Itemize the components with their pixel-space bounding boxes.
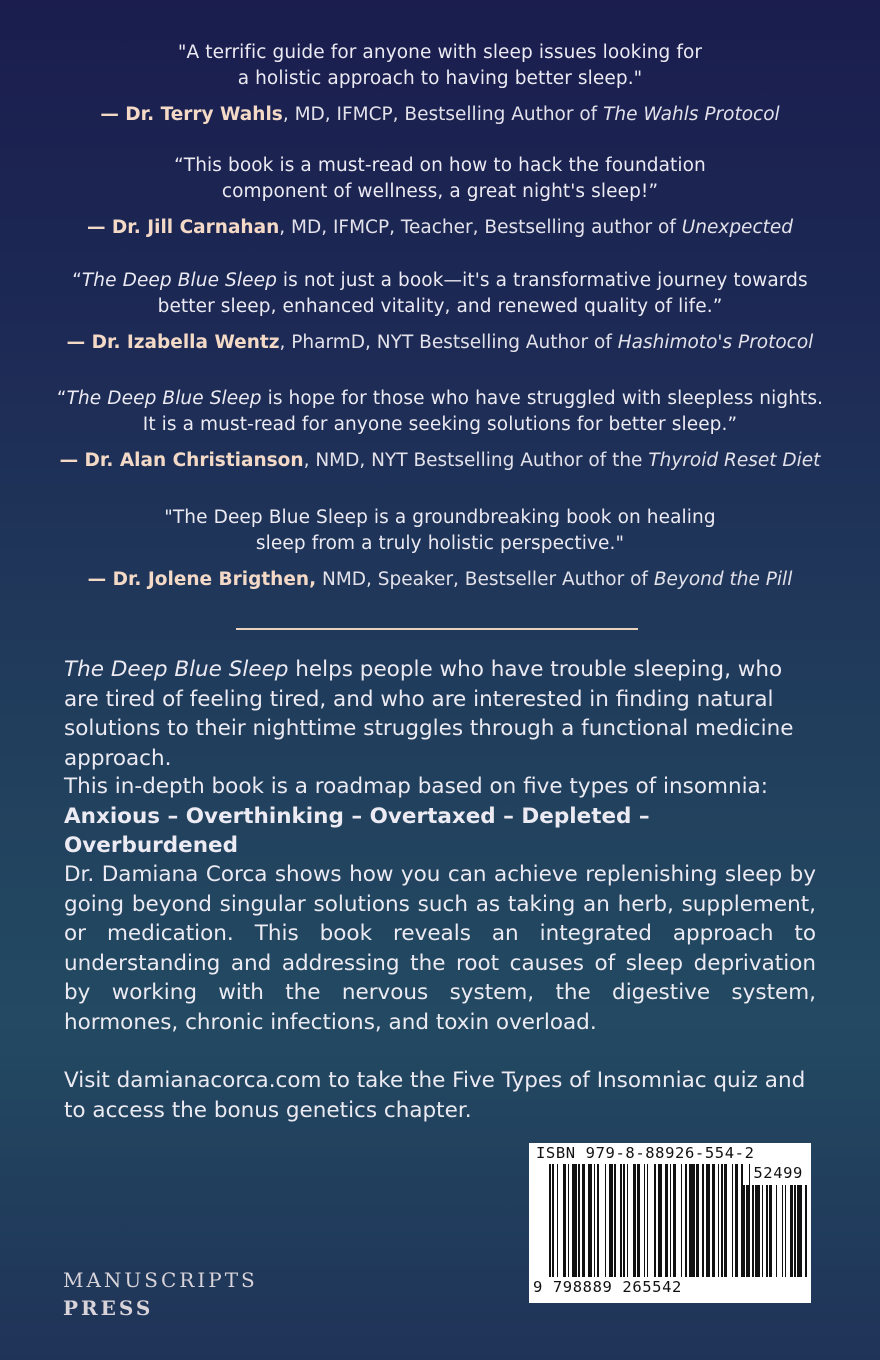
barcode-bar — [735, 1164, 738, 1277]
barcode-bar — [805, 1185, 807, 1277]
barcode-bar — [654, 1164, 656, 1277]
barcode-bar — [637, 1164, 640, 1277]
barcode-bar — [752, 1185, 754, 1277]
barcode-bar — [670, 1164, 672, 1277]
publisher-name-line1: MANUSCRIPTS — [63, 1268, 258, 1292]
testimonial-quote: "The Deep Blue Sleep is a groundbreaking book on healing sleep from a truly holistic perspective." — [164, 507, 716, 554]
barcode-bar — [689, 1164, 695, 1277]
testimonial-author: — Dr. Alan Christianson — [59, 450, 304, 471]
testimonial-5 — [0, 505, 880, 593]
testimonial-3 — [0, 268, 880, 356]
testimonial-book: Unexpected — [681, 217, 793, 238]
testimonial-book: Thyroid Reset Diet — [648, 450, 821, 471]
testimonial-attribution: — Dr. Izabella Wentz, PharmD, NYT Bestselling Author of Hashimoto's Protocol — [66, 332, 814, 353]
barcode-bar — [644, 1164, 646, 1277]
barcode-bar — [673, 1164, 676, 1277]
testimonial-attribution: — Dr. Terry Wahls, MD, IFMCP, Bestselling Author of The Wahls Protocol — [100, 104, 780, 125]
book-title: The Deep Blue Sleep — [64, 657, 289, 682]
barcode-bar — [620, 1164, 622, 1277]
barcode-bar — [582, 1164, 585, 1277]
barcode-bar — [790, 1185, 793, 1277]
testimonial-author: — Dr. Terry Wahls — [100, 104, 283, 125]
barcode-bar — [647, 1164, 649, 1277]
testimonial-book: The Wahls Protocol — [603, 104, 780, 125]
price-code: 52499 — [753, 1164, 803, 1182]
barcode-bar — [769, 1185, 772, 1277]
barcode-bar — [549, 1164, 551, 1277]
barcode-bar — [572, 1164, 577, 1277]
description-paragraph-1: The Deep Blue Sleep helps people who have trouble sleeping, who are tired of feeling tired, and who are interested in finding natural solutions to their nighttime struggles through a functional medicine approach. — [64, 657, 794, 771]
barcode-bar — [712, 1164, 715, 1277]
description-paragraph-2: This in-depth book is a roadmap based on five types of insomnia: Anxious – Overthinking – Overtaxed – Depleted – Overburdened — [64, 772, 816, 861]
barcode-bar — [718, 1164, 720, 1277]
barcode-bar — [732, 1164, 734, 1277]
barcode-bar — [685, 1164, 687, 1277]
barcode-bar — [721, 1164, 723, 1277]
section-divider — [236, 628, 638, 630]
barcode-bar — [563, 1164, 566, 1277]
barcode-bar — [776, 1185, 778, 1277]
barcode-bar — [552, 1164, 554, 1277]
barcode-bar — [633, 1164, 636, 1277]
barcode-bar — [794, 1185, 796, 1277]
barcode-bar — [696, 1164, 699, 1277]
barcode-bar — [785, 1185, 787, 1277]
testimonial-attribution: — Dr. Alan Christianson, NMD, NYT Bestselling Author of the Thyroid Reset Diet — [59, 450, 821, 471]
barcode-bar — [627, 1164, 629, 1277]
barcode-bar — [588, 1164, 593, 1277]
barcode-bar — [578, 1164, 580, 1277]
ean-number: 9 798889 265542 — [533, 1278, 682, 1296]
testimonial-attribution: — Dr. Jolene Brigthen, NMD, Speaker, Bestseller Author of Beyond the Pill — [87, 569, 793, 590]
testimonial-quote: “This book is a must-read on how to hack the foundation component of wellness, a great night's sleep!” — [174, 155, 706, 202]
barcode-bar — [597, 1164, 599, 1277]
testimonial-author: — Dr. Izabella Wentz — [66, 332, 280, 353]
description-paragraph-4: Visit damianacorca.com to take the Five Types of Insomniac quiz and to access the bonus genetics chapter. — [64, 1068, 806, 1123]
barcode-bar — [743, 1185, 745, 1277]
publisher-name-line2: PRESS — [63, 1296, 154, 1320]
barcode-bar — [605, 1164, 607, 1277]
testimonial-quote: “The Deep Blue Sleep is not just a book—it's a transformative journey towards better sleep, enhanced vitality, and renewed quality of life.” — [72, 270, 808, 317]
barcode-bar — [609, 1164, 612, 1277]
testimonial-attribution: — Dr. Jill Carnahan, MD, IFMCP, Teacher, Bestselling author of Unexpected — [86, 217, 793, 238]
barcode-bar — [594, 1164, 596, 1277]
barcode-bar — [797, 1185, 802, 1277]
testimonial-quote: "A terrific guide for anyone with sleep issues looking for a holistic approach to having better sleep." — [177, 42, 703, 89]
barcode-bar — [782, 1185, 784, 1277]
barcode-bar — [665, 1164, 668, 1277]
testimonial-author: — Dr. Jolene Brigthen, — [87, 569, 317, 590]
testimonial-book: Hashimoto's Protocol — [617, 332, 814, 353]
testimonial-4 — [0, 386, 880, 474]
publisher-logo — [63, 1266, 258, 1322]
testimonial-quote: “The Deep Blue Sleep is hope for those who have struggled with sleepless nights. It is a must-read for anyone seeking solutions for better sleep.” — [56, 388, 824, 435]
barcode-bar — [658, 1164, 663, 1277]
barcode-bar — [623, 1164, 625, 1277]
testimonial-book: Beyond the Pill — [653, 569, 793, 590]
barcode-bar — [681, 1164, 683, 1277]
barcode-bar — [724, 1164, 727, 1277]
testimonial-author: — Dr. Jill Carnahan — [86, 217, 280, 238]
barcode-bar — [746, 1185, 749, 1277]
isbn-number: ISBN 979-8-88926-554-2 — [536, 1144, 755, 1162]
barcode-bar — [706, 1164, 711, 1277]
barcode-bar — [702, 1164, 704, 1277]
description-paragraph-3: Dr. Damiana Corca shows how you can achieve replenishing sleep by going beyond singular solutions such as taking an herb, supplement, or medication. This book reveals an integrated approach to understanding and addressing the root causes of sleep deprivation by working with the nervous system, the digestive system, hormones, chronic infections, and toxin overload. — [64, 862, 816, 1035]
barcode-bar — [568, 1164, 570, 1277]
barcode-bar — [614, 1164, 616, 1277]
barcode-bar — [755, 1185, 760, 1277]
ean-barcode-bars — [549, 1164, 725, 1277]
barcode-bar — [766, 1185, 768, 1277]
barcode-bar — [557, 1164, 559, 1277]
barcode-bar — [762, 1185, 764, 1277]
testimonial-2 — [0, 153, 880, 241]
addon-barcode-bars — [743, 1185, 803, 1277]
insomnia-types: Anxious – Overthinking – Overtaxed – Depleted – Overburdened — [64, 803, 650, 858]
testimonial-1 — [0, 40, 880, 128]
isbn-barcode — [529, 1143, 811, 1303]
